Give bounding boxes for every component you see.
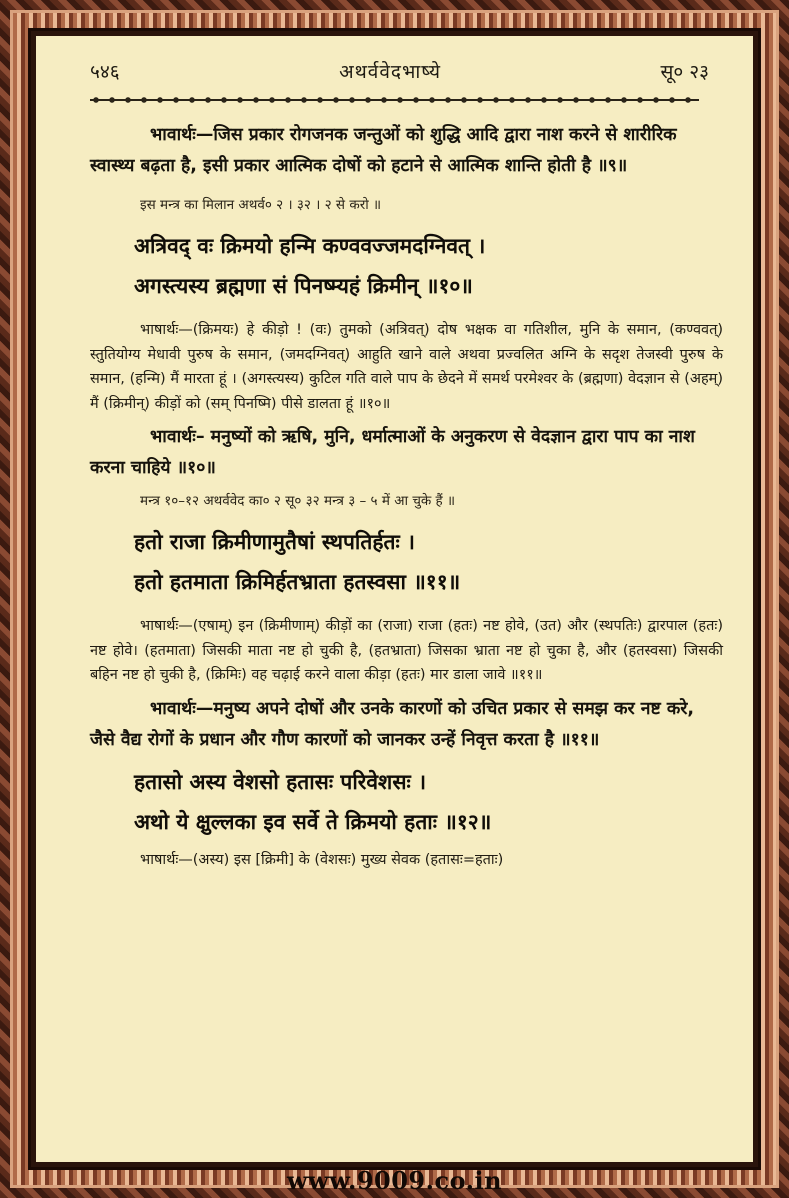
ornamental-divider	[90, 94, 699, 106]
mantra-line: अत्रिवद् वः क्रिमयो हन्मि कण्ववज्जमदग्निवत् ।	[134, 234, 486, 258]
bhavarth-paragraph: भावार्थः—मनुष्य अपने दोषों और उनके कारणों को उचित प्रकार से समझ कर नष्ट करे, जैसे वैद्य रोगों के प्रधान और गौण कारणों को जानकर उन्हें निवृत्त करता है ॥११॥	[90, 698, 695, 750]
mantra-line: हतो हतमाता क्रिमिर्हतभ्राता हतस्वसा ॥११॥	[134, 570, 461, 594]
mantra-line: अथो ये क्षुल्लका इव सर्वे ते क्रिमयो हताः ॥१२॥	[134, 809, 492, 834]
book-title: अथर्ववेदभाष्ये	[339, 61, 442, 83]
bhavarth-paragraph: भावार्थः—जिस प्रकार रोगजनक जन्तुओं को शुद्धि आदि द्वारा नाश करने से शारीरिक स्वास्थ्य बढ़ता है, इसी प्रकार आत्मिक दोषों को हटाने से आत्मिक शान्ति होती है ॥९॥	[90, 125, 677, 176]
mantra-block	[60, 226, 729, 306]
mantra-line: हतो राजा क्रिमीणामुतैषां स्थपतिर्हतः ।	[134, 530, 415, 554]
mantra-block	[60, 522, 729, 602]
page-number: ५४६	[90, 61, 120, 83]
cross-reference-note: इस मन्त्र का मिलान अथर्व० २ । ३२ । २ से करो ॥	[140, 197, 382, 213]
mantra-line: हतासो अस्य वेशसो हतासः परिवेशसः ।	[134, 769, 427, 794]
bhasharth-paragraph: भाषार्थः—(क्रिमयः) हे कीड़ो ! (वः) तुमको (अत्रिवत्) दोष भक्षक वा गतिशील, मुनि के समान, (कण्ववत्) स्तुतियोग्य मेधावी पुरुष के समान, (जमदग्निवत्) आहुति खाने वाले अथवा प्रज्वलित अग्नि के सदृश तेजस्वी पुरुष के समान, (हन्मि) मैं मारता हूं । (अगस्त्यस्य) कुटिल गति वाले पाप के छेदने में समर्थ परमेश्वर के (ब्रह्मणा) वेदज्ञान से (अहम्) मैं (क्रिमीन्) कीड़ों को (सम् पिनष्मि) पीसे डालता हूं ॥१०॥	[90, 322, 723, 412]
mantra-line: अगस्त्यस्य ब्रह्मणा सं पिनष्म्यहं क्रिमीन् ॥१०॥	[134, 274, 473, 298]
scanned-page	[36, 36, 753, 1162]
sukta-number: सू० २३	[660, 61, 709, 83]
mantra-block	[60, 762, 729, 842]
bhasharth-paragraph: भाषार्थः—(अस्य) इस [क्रिमी] के (वेशसः) मुख्य सेवक (हतासः=हताः)	[140, 851, 504, 868]
cross-reference-note: मन्त्र १०–१२ अथर्ववेद का० २ सू० ३२ मन्त्र ३ – ५ में आ चुके हैं ॥	[140, 493, 456, 509]
bhasharth-paragraph: भाषार्थः—(एषाम्) इन (क्रिमीणाम्) कीड़ों का (राजा) राजा (हतः) नष्ट होवे, (उत) और (स्थपतिः) द्वारपाल (हतः) नष्ट होवे। (हतमाता) जिसकी माता नष्ट हो चुकी है, (हतभ्राता) जिसका भ्राता नष्ट हो चुका है, और (हतस्वसा) जिसकी बहिन नष्ट हो चुकी है, (क्रिमिः) वह चढ़ाई करने वाला कीड़ा (हतः) मार डाला जावे ॥११॥	[90, 618, 723, 683]
bhavarth-paragraph: भावार्थः– मनुष्यों को ऋषि, मुनि, धर्मात्माओं के अनुकरण से वेदज्ञान द्वारा पाप का नाश करना चाहिये ॥१०॥	[90, 427, 695, 478]
page-header	[60, 50, 729, 92]
website-link[interactable]: www.9009.co.in	[286, 1165, 503, 1195]
page-footer	[0, 1162, 789, 1198]
